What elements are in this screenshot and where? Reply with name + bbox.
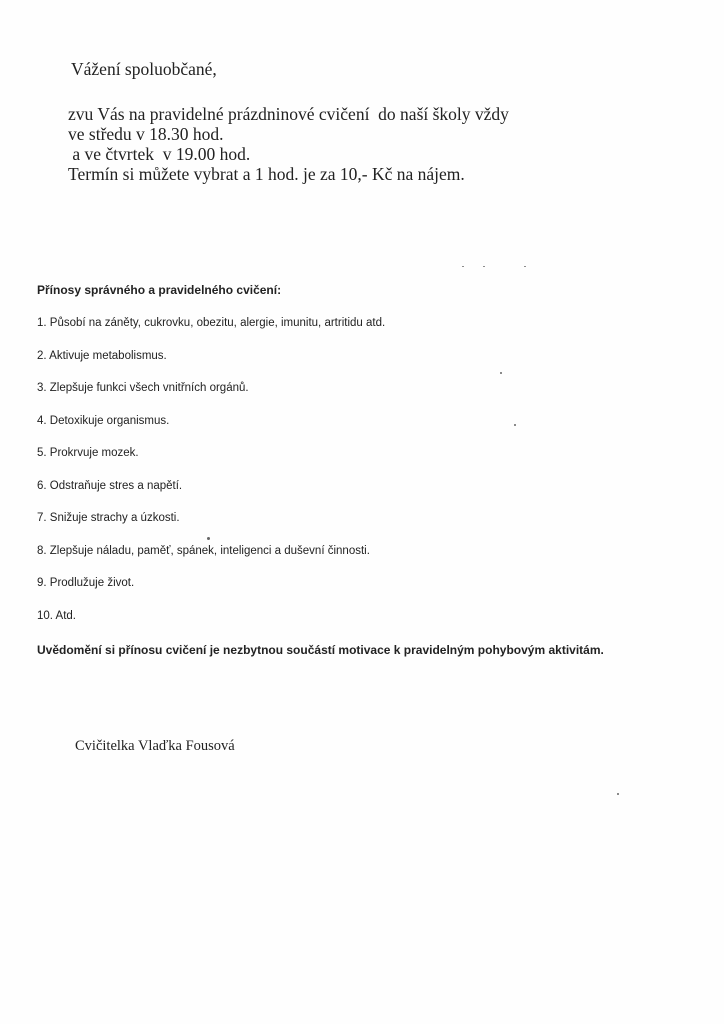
intro-line: Termín si můžete vybrat a 1 hod. je za 10,- Kč na nájem. <box>68 164 465 184</box>
benefits-heading: Přínosy správného a pravidelného cvičení: <box>37 283 282 297</box>
intro-line: zvu Vás na pravidelné prázdninové cvičení do naší školy vždy <box>68 104 509 124</box>
list-item: 4. Detoxikuje organismus. <box>37 414 170 427</box>
signature: Cvičitelka Vlaďka Fousová <box>75 738 235 754</box>
benefits-list <box>37 316 385 641</box>
scan-speck <box>462 266 464 267</box>
list-item: 10. Atd. <box>37 609 77 622</box>
list-item: 3. Zlepšuje funkci všech vnitřních orgánů. <box>37 382 249 394</box>
scan-speck <box>500 372 502 374</box>
intro-line: a ve čtvrtek v 19.00 hod. <box>68 144 251 164</box>
list-item: 5. Prokrvuje mozek. <box>37 447 139 459</box>
intro-line: ve středu v 18.30 hod. <box>68 124 224 144</box>
intro-paragraph <box>68 104 668 184</box>
list-item: 7. Snižuje strachy a úzkosti. <box>37 512 180 524</box>
scan-speck <box>207 537 210 540</box>
list-item: 1. Působí na záněty, cukrovku, obezitu, alergie, imunitu, artritidu atd. <box>37 317 386 329</box>
scan-speck <box>514 424 516 426</box>
list-item: 6. Odstraňuje stres a napětí. <box>37 479 183 492</box>
greeting: Vážení spoluobčané, <box>71 59 217 79</box>
closing-statement: Uvědomění si přínosu cvičení je nezbytnou součástí motivace k pravidelným pohybovým aktivitám. <box>37 643 604 657</box>
list-item: 2. Aktivuje metabolismus. <box>37 349 167 362</box>
scan-speck <box>524 266 526 267</box>
scan-speck <box>483 266 485 267</box>
list-item: 8. Zlepšuje náladu, paměť, spánek, inteligenci a duševní činnosti. <box>37 544 370 557</box>
scan-speck <box>617 793 619 795</box>
list-item: 9. Prodlužuje život. <box>37 577 135 589</box>
